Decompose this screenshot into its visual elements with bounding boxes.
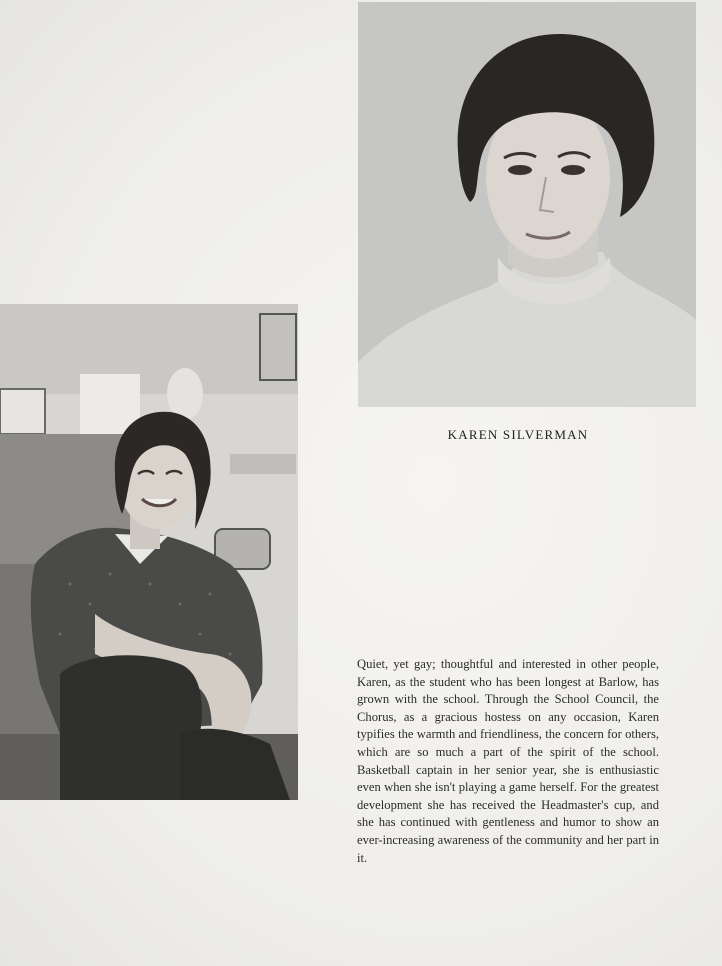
candid-seated-photo xyxy=(0,304,298,800)
formal-portrait-photo xyxy=(358,2,696,407)
student-bio-paragraph: Quiet, yet gay; thoughtful and interested in other people, Karen, as the student who has been longest at Barlow, has grown with the school. Through the School Council, the Chorus, as a gracious hostess on any occasion, Karen typifies the warmth and friendliness, the concern for others, which are so much a part of the spirit of the school. Basketball captain in her senior year, she is enthusiastic even when she isn't playing a game herself. For the greatest development she has received the Headmaster's cup, and she has continued with gentleness and humor to show an ever-increasing awareness of the community and her part in it. xyxy=(357,657,659,865)
student-name-caption: KAREN SILVERMAN xyxy=(447,427,589,442)
